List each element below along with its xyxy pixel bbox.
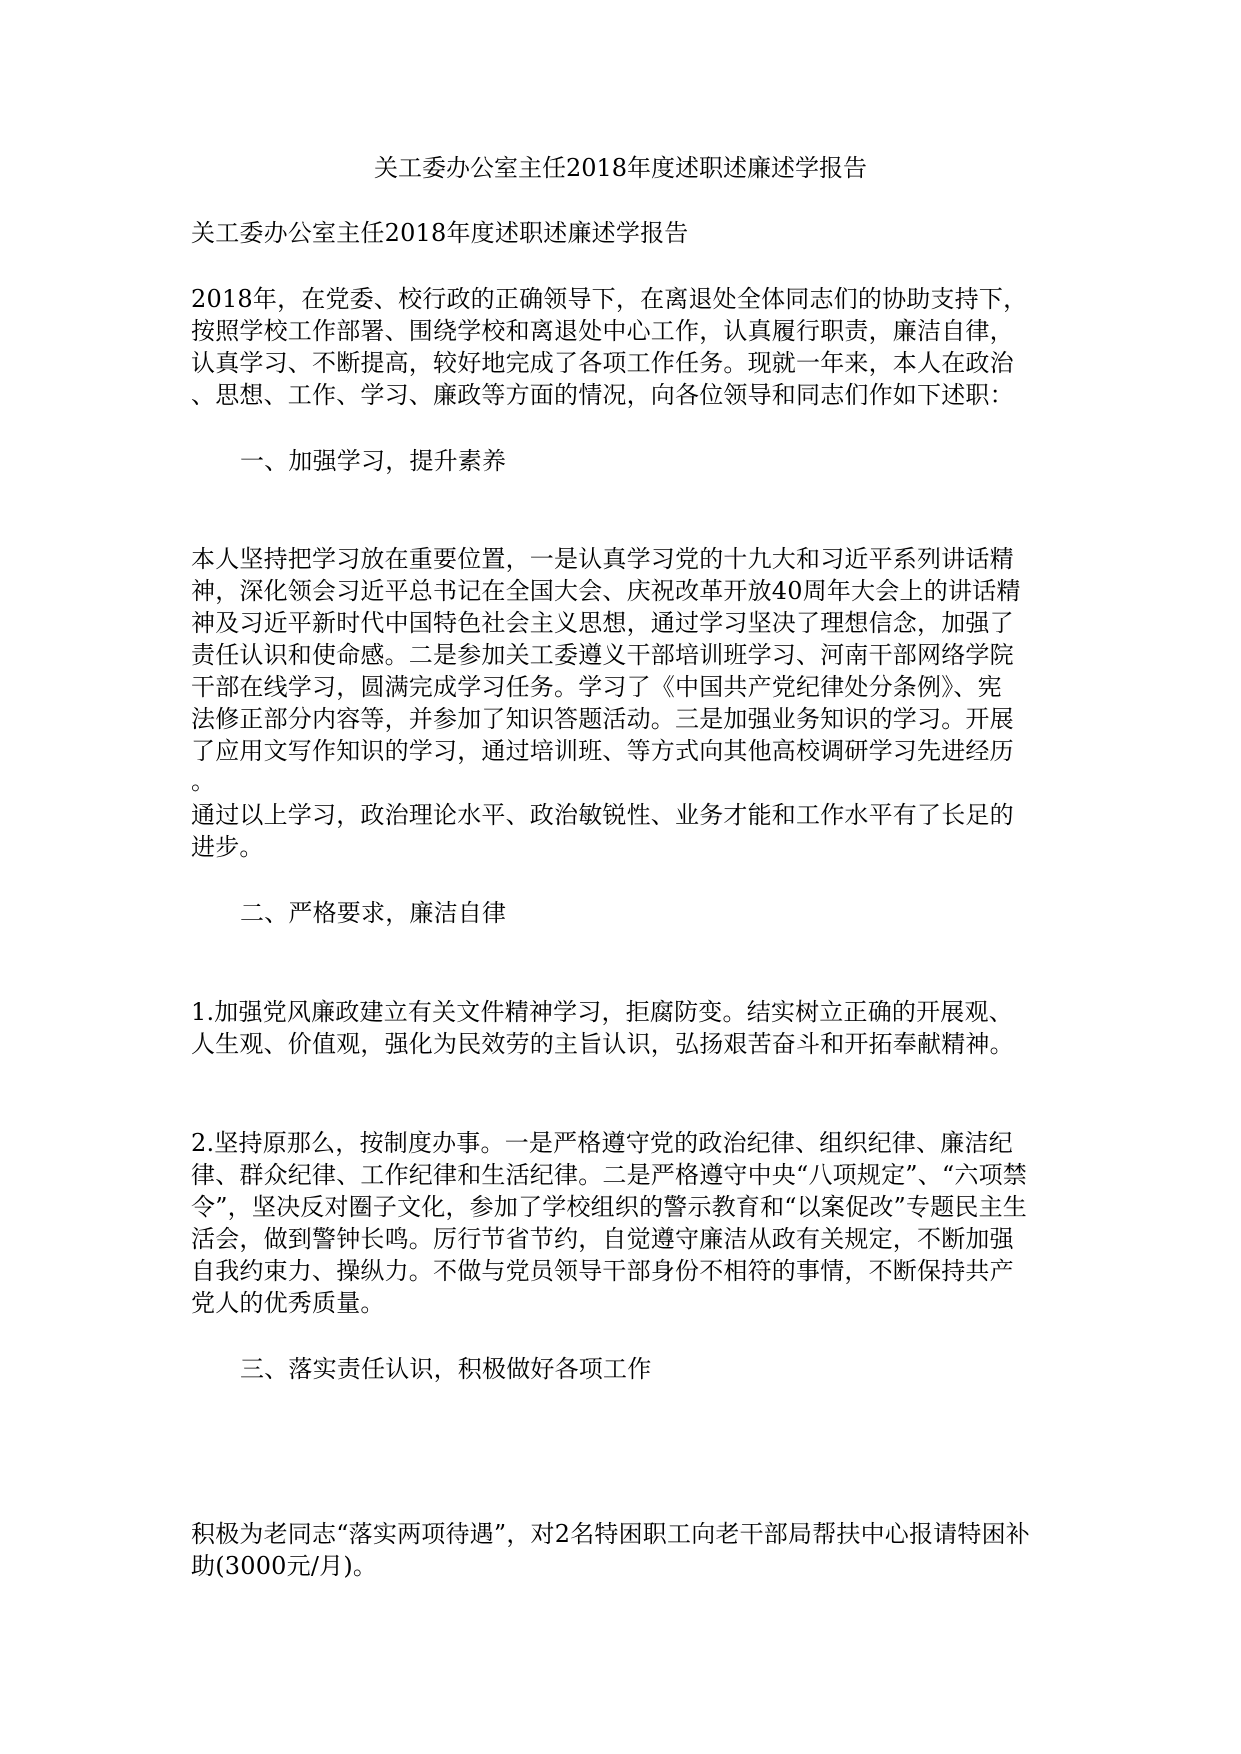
section2-item1-line: 人生观、价值观，强化为民效劳的主旨认识，弘扬艰苦奋斗和开拓奉献精神。 bbox=[191, 1030, 1014, 1058]
document-subtitle: 关工委办公室主任2018年度述职述廉述学报告 bbox=[191, 219, 689, 247]
section1-line: 责任认识和使命感。二是参加关工委遵义干部培训班学习、河南干部网络学院 bbox=[191, 641, 1014, 669]
section1-line: 了应用文写作知识的学习，通过培训班、等方式向其他高校调研学习先进经历 bbox=[191, 737, 1014, 765]
section-heading: 二、严格要求，廉洁自律 bbox=[240, 899, 507, 927]
section3-line: 积极为老同志“落实两项待遇”，对2名特困职工向老干部局帮扶中心报请特困补 bbox=[191, 1520, 1031, 1548]
section1-line: 干部在线学习，圆满完成学习任务。学习了《中国共产党纪律处分条例》、宪 bbox=[191, 673, 1002, 701]
section1-line: 神，深化领会习近平总书记在全国大会、庆祝改革开放40周年大会上的讲话精 bbox=[191, 577, 1021, 605]
section2-item2-line: 令”，坚决反对圈子文化，参加了学校组织的警示教育和“以案促改”专题民主生 bbox=[191, 1193, 1028, 1221]
intro-line: 2018年，在党委、校行政的正确领导下，在离退处全体同志们的协助支持下， bbox=[191, 285, 1028, 313]
intro-line: 按照学校工作部署、围绕学校和离退处中心工作，认真履行职责，廉洁自律， bbox=[191, 317, 1014, 345]
section2-item2-line: 2.坚持原那么，按制度办事。一是严格遵守党的政治纪律、组织纪律、廉洁纪 bbox=[191, 1129, 1013, 1157]
section1-line: 神及习近平新时代中国特色社会主义思想，通过学习坚决了理想信念，加强了 bbox=[191, 609, 1014, 637]
document-title: 关工委办公室主任2018年度述职述廉述学报告 bbox=[373, 154, 868, 182]
section2-item2-line: 活会，做到警钟长鸣。厉行节省节约，自觉遵守廉洁从政有关规定，不断加强 bbox=[191, 1225, 1014, 1253]
section-heading: 三、落实责任认识，积极做好各项工作 bbox=[240, 1355, 652, 1383]
section1-line: 。 bbox=[191, 767, 216, 795]
section3-line: 助(3000元/月)。 bbox=[191, 1552, 378, 1580]
section1-line: 进步。 bbox=[191, 833, 264, 861]
section-heading: 一、加强学习，提升素养 bbox=[240, 447, 507, 475]
intro-line: 、思想、工作、学习、廉政等方面的情况，向各位领导和同志们作如下述职： bbox=[191, 381, 1014, 409]
section1-line: 本人坚持把学习放在重要位置，一是认真学习党的十九大和习近平系列讲话精 bbox=[191, 545, 1014, 573]
intro-line: 认真学习、不断提高，较好地完成了各项工作任务。现就一年来，本人在政治 bbox=[191, 349, 1014, 377]
section2-item2-line: 自我约束力、操纵力。不做与党员领导干部身份不相符的事情，不断保持共产 bbox=[191, 1257, 1014, 1285]
section2-item2-line: 党人的优秀质量。 bbox=[191, 1289, 385, 1317]
section2-item1-line: 1.加强党风廉政建立有关文件精神学习，拒腐防变。结实树立正确的开展观、 bbox=[191, 998, 1013, 1026]
section2-item2-line: 律、群众纪律、工作纪律和生活纪律。二是严格遵守中央“八项规定”、“六项禁 bbox=[191, 1161, 1028, 1189]
section1-line: 法修正部分内容等，并参加了知识答题活动。三是加强业务知识的学习。开展 bbox=[191, 705, 1014, 733]
section1-line: 通过以上学习，政治理论水平、政治敏锐性、业务才能和工作水平有了长足的 bbox=[191, 801, 1014, 829]
